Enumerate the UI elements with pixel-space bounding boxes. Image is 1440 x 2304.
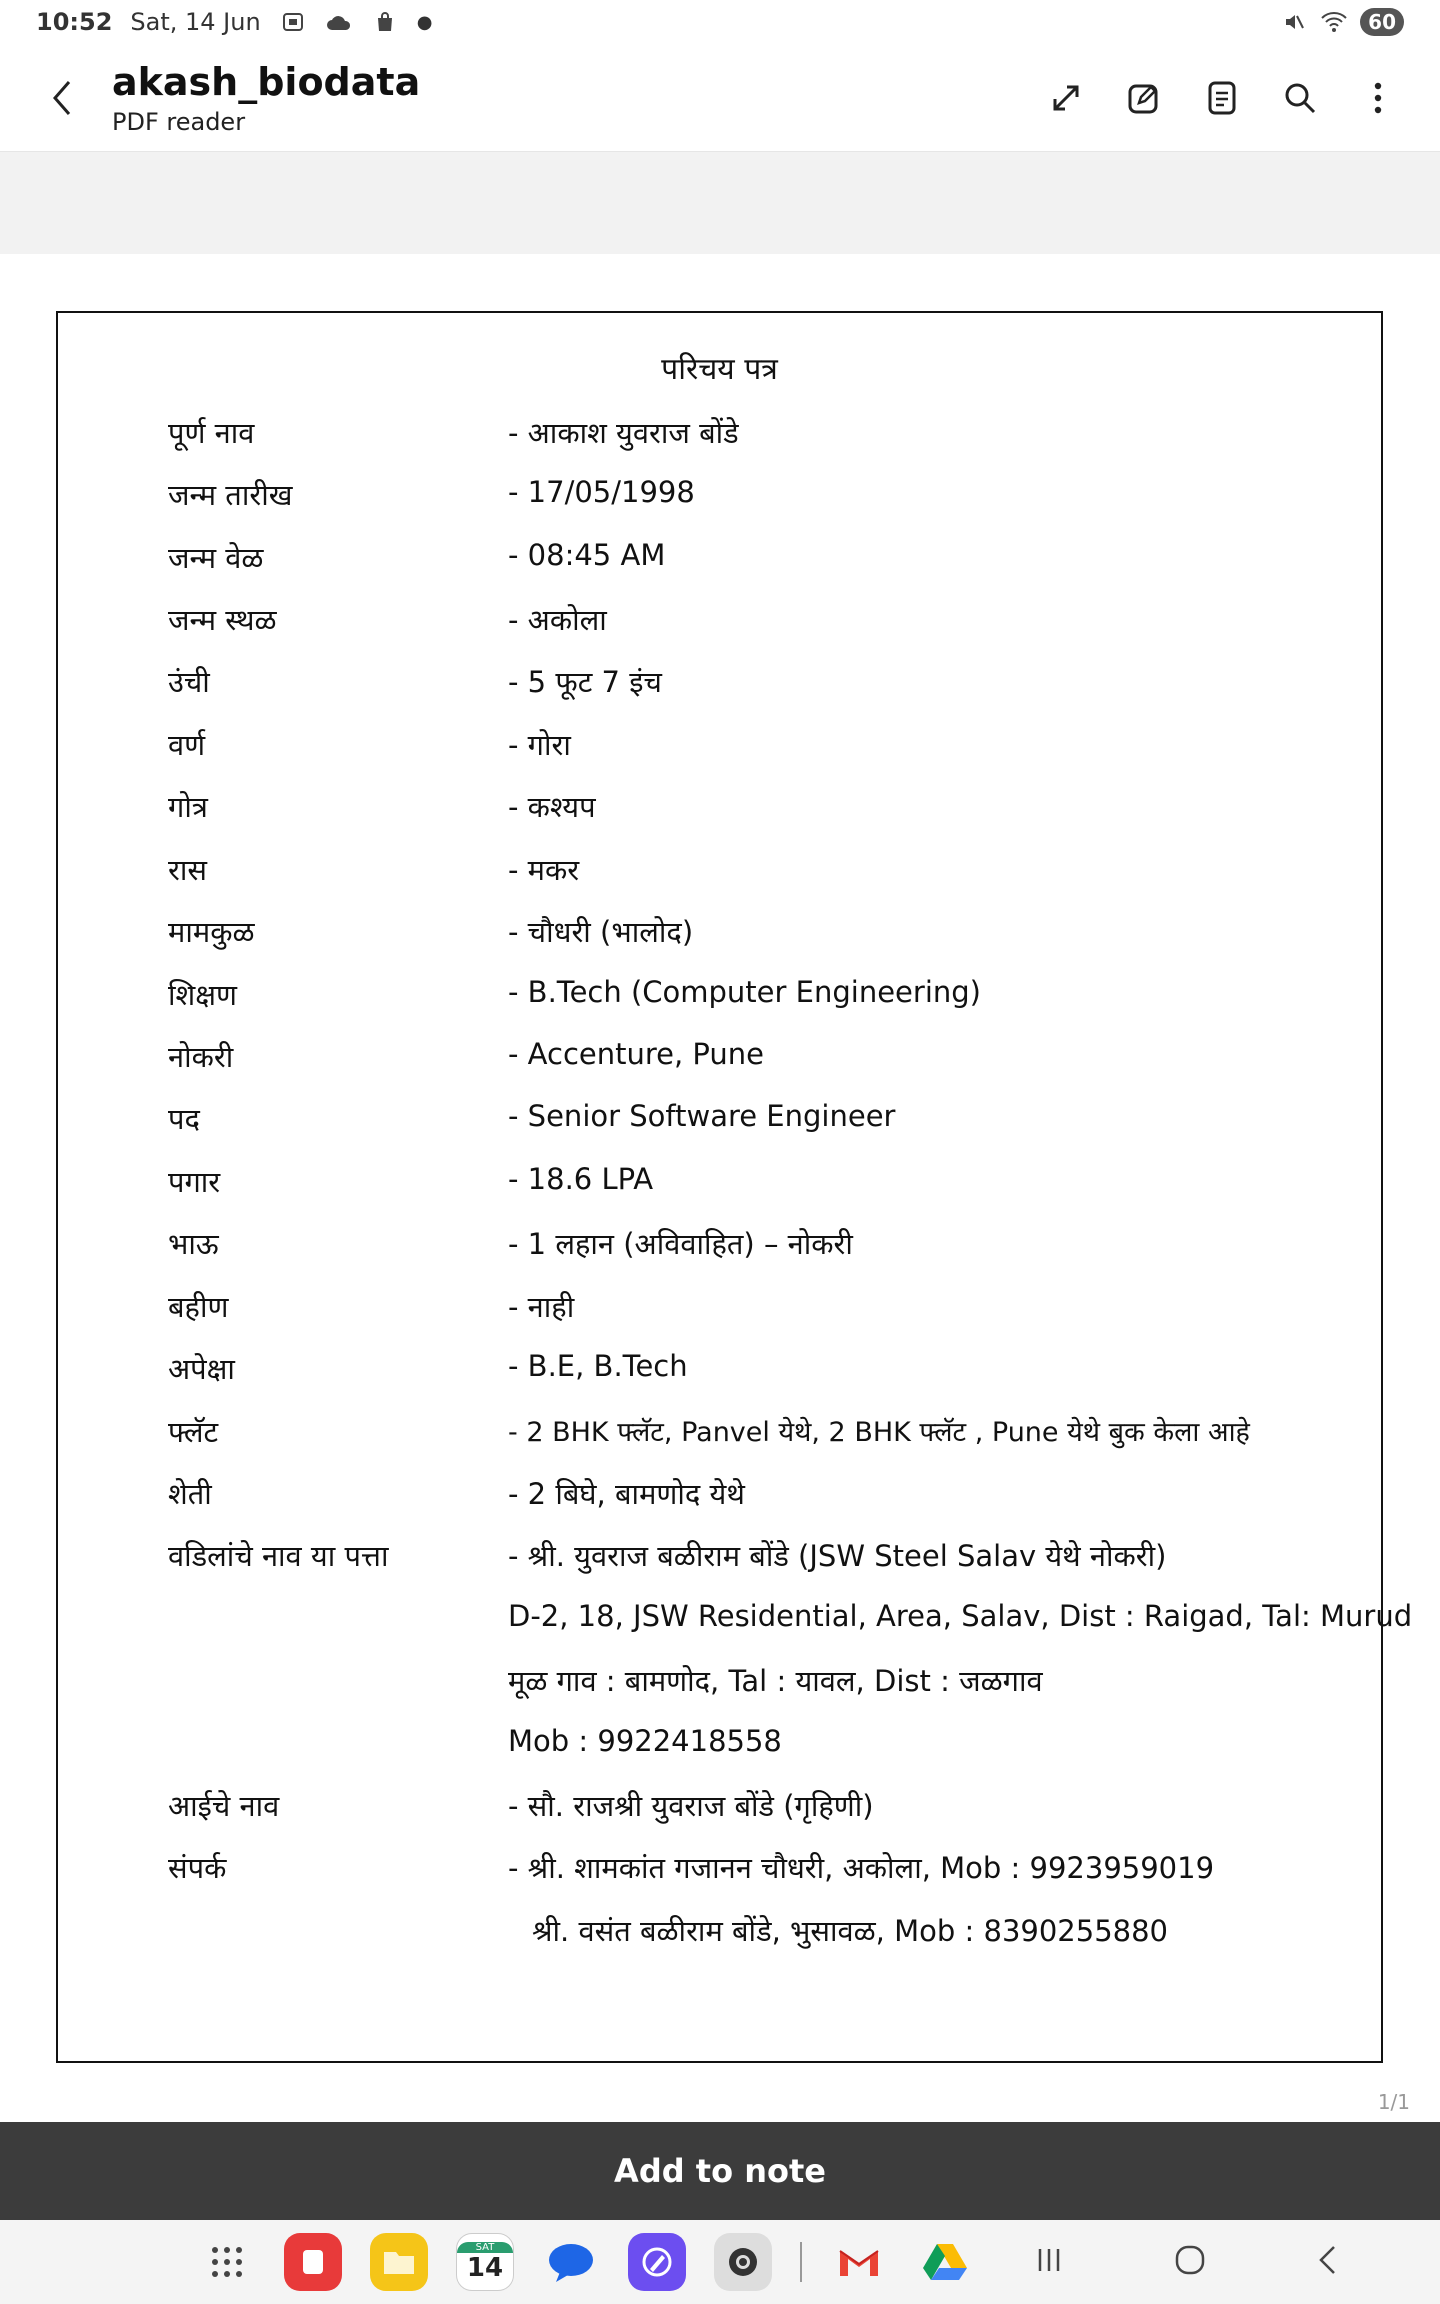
field-label: पूर्ण नाव: [168, 416, 255, 450]
recents-icon: [1034, 2245, 1064, 2275]
back-button[interactable]: [30, 66, 94, 130]
search-button[interactable]: [1278, 76, 1322, 120]
field-row: [168, 600, 1318, 644]
field-label: शेती: [168, 1477, 212, 1511]
app-drawer-button[interactable]: [198, 2233, 256, 2291]
field-label: मामकुळ: [168, 915, 255, 949]
field-value: - अकोला: [508, 603, 607, 637]
field-value: - कश्यप: [508, 790, 596, 824]
field-row: [168, 1474, 1318, 1518]
shopping-bag-icon: [371, 8, 399, 36]
father-address-line: मूळ गाव : बामणोद, Tal : यावल, Dist : जळगाव: [508, 1664, 1043, 1698]
field-row: [168, 787, 1318, 831]
field-row: [168, 975, 1318, 1019]
field-label: गोत्र: [168, 790, 208, 824]
field-label: जन्म तारीख: [168, 478, 293, 512]
notes-app-icon[interactable]: [284, 2233, 342, 2291]
field-value: - श्री. शामकांत गजानन चौधरी, अकोला, Mob : 9923959019: [508, 1851, 1215, 1885]
field-row: [168, 1162, 1318, 1206]
expand-icon: [1049, 81, 1083, 115]
field-value: - चौधरी (भालोद): [508, 915, 694, 949]
home-button[interactable]: [1174, 2244, 1206, 2280]
calendar-app-icon[interactable]: [456, 2233, 514, 2291]
field-value: - 08:45 AM: [508, 538, 666, 572]
edit-icon: [1127, 81, 1161, 115]
field-label: पद: [168, 1102, 200, 1136]
field-label: जन्म स्थळ: [168, 603, 277, 637]
field-value: - 18.6 LPA: [508, 1162, 654, 1196]
more-vert-icon: [1373, 81, 1383, 115]
dock-separator: [800, 2242, 802, 2282]
cloud-icon: [325, 8, 353, 36]
field-value: - 2 बिघे, बामणोद येथे: [508, 1477, 745, 1511]
field-label: भाऊ: [168, 1227, 219, 1261]
document-title: akash_biodata: [112, 59, 421, 104]
field-row: [168, 725, 1318, 769]
app-subtitle: PDF reader: [112, 107, 246, 136]
field-row: [168, 1848, 1318, 1892]
edit-button[interactable]: [1122, 76, 1166, 120]
contact-extra: श्री. वसंत बळीराम बोंडे, भुसावळ, Mob : 8390255880: [532, 1914, 1169, 1948]
field-value: - श्री. युवराज बळीराम बोंडे (JSW Steel Salav येथे नोकरी): [508, 1539, 1167, 1573]
field-value: - गोरा: [508, 728, 571, 762]
field-label: वडिलांचे नाव या पत्ता: [168, 1539, 389, 1573]
field-label: बहीण: [168, 1290, 229, 1324]
search-icon: [1283, 81, 1317, 115]
screenshot-icon: [279, 8, 307, 36]
status-bar: [0, 0, 1440, 44]
recent-apps-button[interactable]: [1034, 2245, 1064, 2279]
field-value: - 2 BHK फ्लॅट, Panvel येथे, 2 BHK फ्लॅट , Pune येथे बुक केला आहे: [508, 1417, 1250, 1448]
home-icon: [1174, 2244, 1206, 2276]
field-label: वर्ण: [168, 728, 206, 762]
field-label: अपेक्षा: [168, 1352, 235, 1386]
field-row: [168, 1224, 1318, 1268]
field-value: - Senior Software Engineer: [508, 1099, 896, 1133]
field-label: शिक्षण: [168, 978, 237, 1012]
field-row: [168, 1099, 1318, 1143]
field-value: - B.Tech (Computer Engineering): [508, 975, 981, 1009]
field-label: जन्म वेळ: [168, 541, 264, 575]
field-row: [168, 475, 1318, 519]
add-to-note-button[interactable]: Add to note: [0, 2122, 1440, 2220]
back-icon: [1316, 2244, 1340, 2276]
field-row: [168, 850, 1318, 894]
field-label: नोकरी: [168, 1040, 234, 1074]
edit-app-icon[interactable]: [628, 2233, 686, 2291]
field-value: - B.E, B.Tech: [508, 1349, 688, 1383]
field-row: [168, 1287, 1318, 1331]
document-heading: परिचय पत्र: [661, 352, 778, 387]
more-options-button[interactable]: [1356, 76, 1400, 120]
drive-app-icon[interactable]: [916, 2233, 974, 2291]
field-label: संपर्क: [168, 1851, 227, 1885]
navigation-bar: [0, 2220, 1440, 2304]
camera-app-icon[interactable]: [714, 2233, 772, 2291]
status-time: 10:52: [36, 8, 113, 36]
field-row: [168, 1349, 1318, 1393]
father-mobile: Mob : 9922418558: [508, 1724, 782, 1758]
field-row: [168, 413, 1318, 457]
field-value: - 5 फूट 7 इंच: [508, 665, 662, 699]
field-label: फ्लॅट: [168, 1415, 219, 1449]
field-value: - 17/05/1998: [508, 475, 695, 509]
father-address-line: D-2, 18, JSW Residential, Area, Salav, Dist : Raigad, Tal: Murud: [508, 1599, 1413, 1633]
chevron-left-icon: [49, 78, 75, 118]
field-label: आईचे नाव: [168, 1789, 280, 1823]
mute-icon: [1280, 8, 1308, 36]
files-app-icon[interactable]: [370, 2233, 428, 2291]
field-row: [168, 662, 1318, 706]
field-value: - 1 लहान (अविवाहित) – नोकरी: [508, 1227, 853, 1261]
field-row: [168, 1536, 1318, 1580]
field-row: [168, 912, 1318, 956]
field-row: [168, 538, 1318, 582]
field-row: [168, 1037, 1318, 1081]
app-header: [0, 44, 1440, 152]
field-label: उंची: [168, 665, 210, 699]
calendar-day: SAT: [457, 2242, 513, 2253]
gmail-app-icon[interactable]: [830, 2233, 888, 2291]
app-grid-icon: [210, 2245, 244, 2279]
field-value: - नाही: [508, 1290, 575, 1324]
toolbar-area: [0, 152, 1440, 254]
page-indicator: 1/1: [1377, 2090, 1410, 2114]
notes-button[interactable]: [1200, 76, 1244, 120]
field-value: - आकाश युवराज बोंडे: [508, 416, 739, 450]
expand-button[interactable]: [1044, 76, 1088, 120]
status-date: Sat, 14 Jun: [130, 8, 261, 36]
field-row: [168, 1412, 1318, 1456]
document-icon: [1207, 81, 1237, 115]
field-label: रास: [168, 853, 207, 887]
system-back-button[interactable]: [1316, 2244, 1340, 2280]
field-row: [168, 1786, 1318, 1830]
field-value: - मकर: [508, 853, 580, 887]
dot-icon: ●: [416, 11, 433, 33]
field-value: - सौ. राजश्री युवराज बोंडे (गृहिणी): [508, 1789, 874, 1823]
battery-indicator: 60: [1360, 8, 1404, 36]
pdf-page: [56, 311, 1413, 2063]
wifi-icon: [1320, 8, 1348, 36]
field-label: पगार: [168, 1165, 221, 1199]
field-value: - Accenture, Pune: [508, 1037, 765, 1071]
calendar-date: 14: [466, 2252, 504, 2283]
messages-app-icon[interactable]: [542, 2233, 600, 2291]
